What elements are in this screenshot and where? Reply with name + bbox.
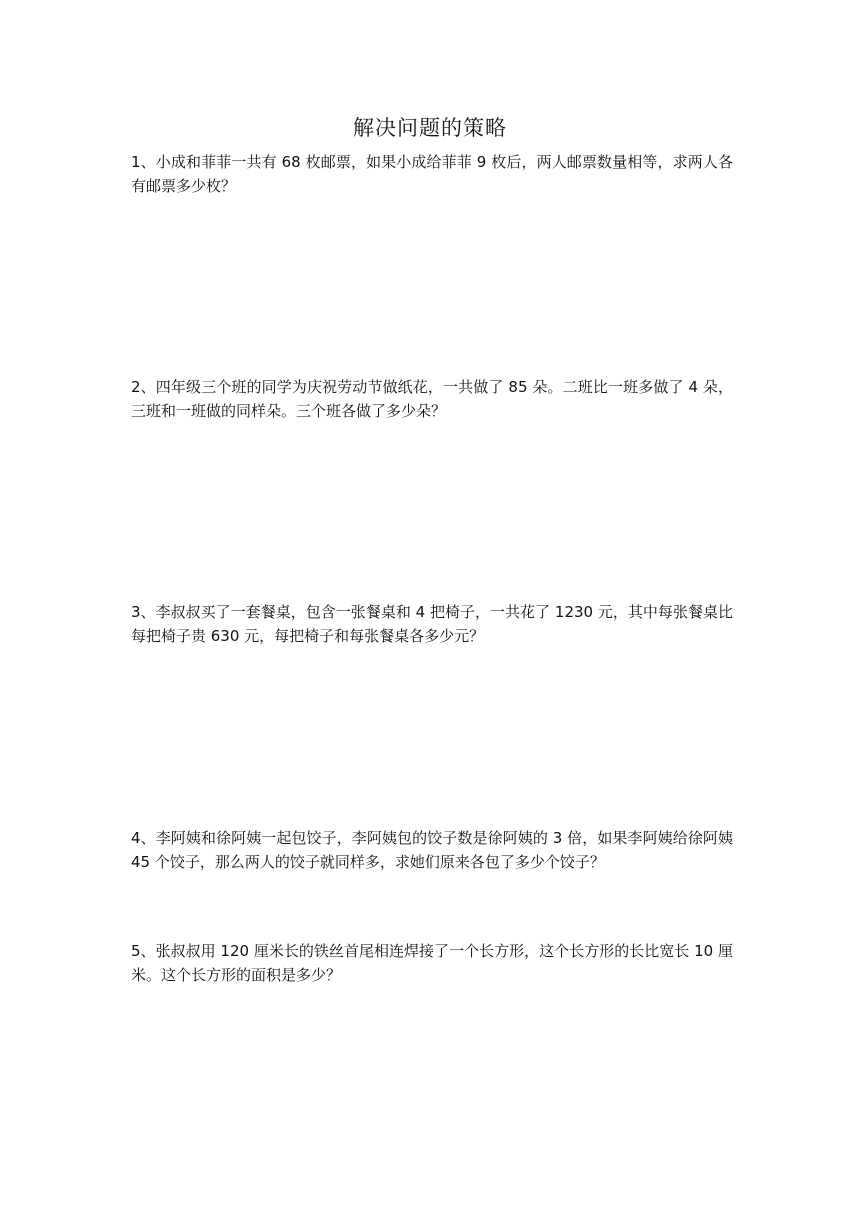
problem-4: 4、李阿姨和徐阿姨一起包饺子，李阿姨包的饺子数是徐阿姨的 3 倍，如果李阿姨给徐阿姨 45 个饺子，那么两人的饺子就同样多，求她们原来各包了多少个饺子？ <box>131 829 733 871</box>
problem-2: 2、四年级三个班的同学为庆祝劳动节做纸花，一共做了 85 朵。二班比一班多做了 4 朵，三班和一班做的同样朵。三个班各做了多少朵？ <box>131 378 733 420</box>
problem-3: 3、李叔叔买了一套餐桌，包含一张餐桌和 4 把椅子，一共花了 1230 元，其中每张餐桌比每把椅子贵 630 元，每把椅子和每张餐桌各多少元？ <box>131 603 733 645</box>
problem-1: 1、小成和菲菲一共有 68 枚邮票，如果小成给菲菲 9 枚后，两人邮票数量相等，求两人各有邮票多少枚？ <box>131 153 733 195</box>
problem-5: 5、张叔叔用 120 厘米长的铁丝首尾相连焊接了一个长方形，这个长方形的长比宽长 10 厘米。这个长方形的面积是多少？ <box>131 942 733 984</box>
page-title: 解决问题的策略 <box>353 116 507 140</box>
